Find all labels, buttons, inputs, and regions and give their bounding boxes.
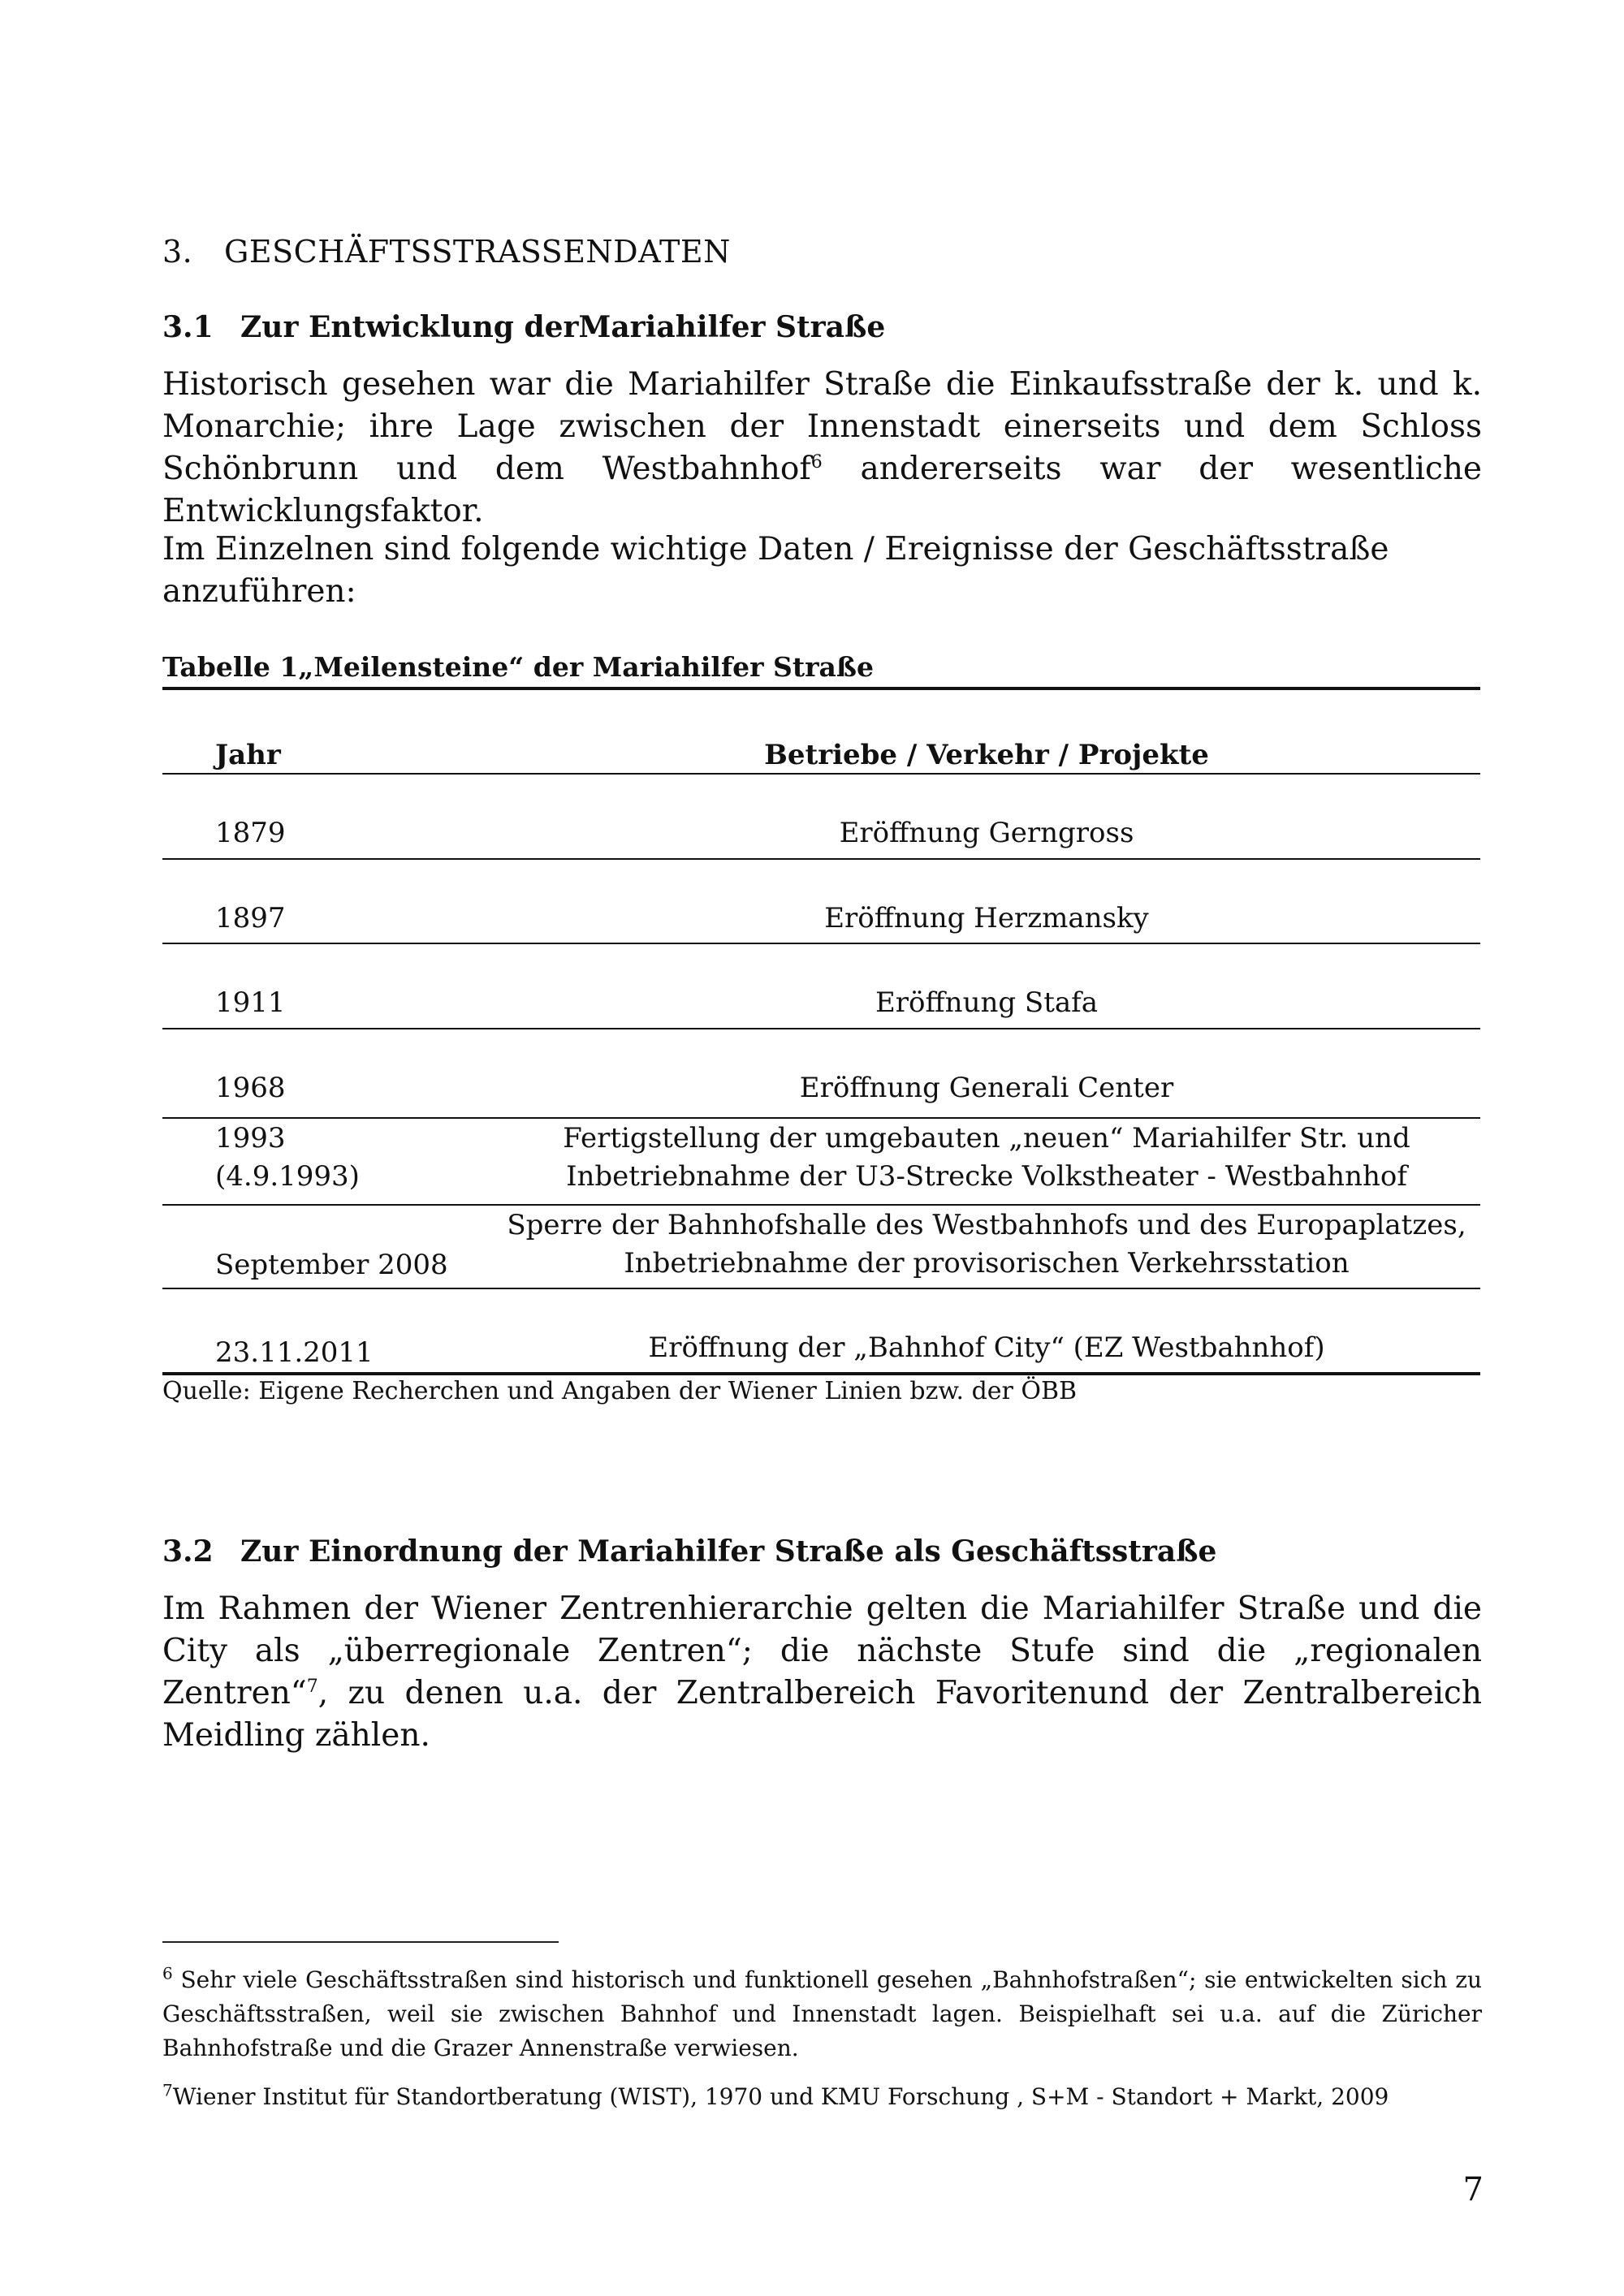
list-intro-paragraph: Im Einzelnen sind folgende wichtige Daten / Ereignisse der Geschäftsstraße anzuführen:	[162, 531, 1389, 610]
table-cell-year: 1911	[215, 986, 286, 1019]
footnote-ref-6[interactable]: 6	[810, 452, 823, 473]
section-number: 3.	[162, 234, 193, 270]
page-number: 7	[1462, 2171, 1484, 2208]
table-cell-desc: Sperre der Bahnhofshalle des Westbahnhofs und des Europaplatzes,	[507, 1209, 1466, 1241]
subsection-heading-3-2	[162, 1534, 1216, 1569]
footnote-separator	[162, 1941, 559, 1943]
table-row-rule	[162, 1204, 1480, 1206]
table-cell-desc: Eröffnung Gerngross	[839, 817, 1134, 849]
table-top-rule	[162, 687, 1480, 690]
table-bottom-rule	[162, 1372, 1480, 1375]
subsection-number: 3.1	[162, 310, 214, 344]
subsection-title: Zur Einordnung der Mariahilfer Straße als Geschäftsstraße	[240, 1534, 1217, 1569]
subsection-number: 3.2	[162, 1534, 214, 1569]
table-cell-desc: Eröffnung Generali Center	[799, 1072, 1174, 1104]
table-cell-year: 23.11.2011	[215, 1336, 374, 1369]
table-cell-desc: Eröffnung Stafa	[875, 986, 1099, 1019]
subsection-title: Zur Entwicklung derMariahilfer Straße	[240, 310, 886, 344]
table-source: Quelle: Eigene Recherchen und Angaben der Wiener Linien bzw. der ÖBB	[162, 1377, 1078, 1405]
table-cell-year: 1993	[215, 1122, 286, 1154]
table-row-rule	[162, 1028, 1480, 1029]
table-header-desc: Betriebe / Verkehr / Projekte	[764, 739, 1209, 771]
section-heading	[162, 234, 731, 270]
table-cell-desc: Inbetriebnahme der provisorischen Verkehrsstation	[624, 1247, 1350, 1280]
classification-paragraph: Im Rahmen der Wiener Zentrenhierarchie gelten die Mariahilfer Straße und die City als „überregionale Zentren“; die nächste Stufe sind die „regionalen Zentren“$^7$, zu denen u.a. der Zentralbereich Favoritenund der Zentralbereich Meidling zählen.	[162, 1590, 1482, 1754]
table-row-rule	[162, 1117, 1480, 1119]
table-header-year: Jahr	[215, 739, 281, 771]
intro-paragraph: Historisch gesehen war die Mariahilfer Straße die Einkaufsstraße der k. und k. Monarchie; ihre Lage zwischen der Innenstadt einerseits und dem Schloss Schönbrunn und dem Westbahnhof$^6$ andererseits war der wesentliche Entwicklungsfaktor.	[162, 366, 1483, 529]
table-cell-desc: Fertigstellung der umgebauten „neuen“ Mariahilfer Str. und	[563, 1122, 1410, 1154]
table-cell-year-detail: (4.9.1993)	[215, 1160, 360, 1193]
table-cell-desc: Inbetriebnahme der U3-Strecke Volkstheater - Westbahnhof	[566, 1160, 1407, 1193]
table-cell-desc: Eröffnung Herzmansky	[824, 902, 1149, 934]
table-row-rule	[162, 1288, 1480, 1289]
footnote-marker: 6	[162, 1963, 173, 1983]
footnote-7: $^7$Wiener Institut für Standortberatung (WIST), 1970 und KMU Forschung , S+M - Standort + Markt, 2009	[162, 2080, 1389, 2110]
subsection-heading-3-1	[162, 310, 885, 344]
footnote-6: $^6$ Sehr viele Geschäftsstraßen sind historisch und funktionell gesehen „Bahnhofstraßen“; sie entwickelten sich zu Geschäftsstraßen, weil sie zwischen Bahnhof und Innenstadt lagen. Beispielhaft sei u.a. auf die Züricher Bahnhofstraße und die Grazer Annenstraße verwiesen.	[162, 1963, 1482, 2061]
footnote-ref-7[interactable]: 7	[306, 1677, 318, 1697]
table-cell-year: 1879	[215, 817, 286, 849]
table-row-rule	[162, 858, 1480, 860]
footnote-marker: 7	[162, 2080, 173, 2100]
table-cell-year: September 2008	[215, 1249, 448, 1281]
section-title: GESCHÄFTSSTRASSENDATEN	[224, 234, 731, 270]
table-cell-year: 1897	[215, 902, 286, 934]
table-row-rule	[162, 943, 1480, 944]
table-cell-year: 1968	[215, 1072, 286, 1104]
table-cell-desc: Eröffnung der „Bahnhof City“ (EZ Westbahnhof)	[648, 1331, 1325, 1364]
table-caption: Tabelle 1„Meilensteine“ der Mariahilfer Straße	[162, 651, 874, 683]
